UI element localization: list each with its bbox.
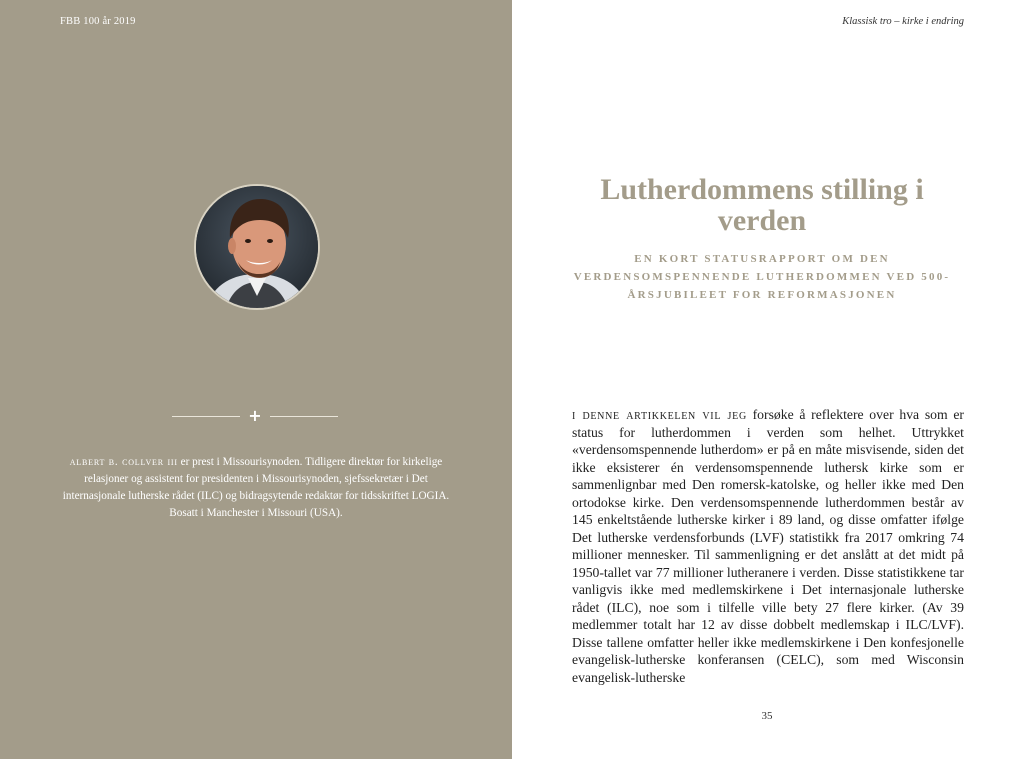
author-bio-text: er prest i Missourisynoden. Tidligere direktør for kirkelige relasjoner og assistent for presidenten i Missourisynoden, sjefssekretær i Det internasjonale lutherske rådet (ILC) og bidragsytende redaktør for tidsskriftet LOGIA. Bosatt i Manchester i Missouri (USA). bbox=[62, 456, 450, 520]
article-body-text: forsøke å reflektere over hva som er status for lutherdommen i verden som helhet. Uttrykket «verdensomspennende lutherdom» er på en måte misvisende, siden det ikke eksisterer én verdensomspennende luthersk kirke som er sammenlignbar med Den romersk-katolske, og heller ikke med Den ortodokse kirke. Den verdensomspennende lutherdommen består av 145 enkeltstående lutherske kirker i 89 land, og disse omfatter ifølge Det lutherske verdensforbunds (LVF) statistikk fra 2017 omkring 74 millioner mennesker. Til sammenligning er det anslått at det midt på 1950-tallet var 77 millioner lutheranere i verden. Disse statistikkene tar vanligvis ikke med medlemskirkene i Det internasjonale lutherske rådet (ILC), noe som i tilfelle ville bety 27 flere kirker. (Av 39 medlemmer totalt har 12 av disse dobbelt medlemskap i ILC/LVF). Disse tallene omfatter heller ikke medlemskirkene i Den konfesjonelle evangelisk-lutherske konferansen (CELC), som med Wisconsin evangelisk-lutherske bbox=[572, 407, 964, 685]
plus-ornament-icon: + bbox=[248, 406, 262, 425]
author-bio bbox=[56, 454, 456, 522]
article-subtitle: EN KORT STATUSRAPPORT OM DEN VERDENSOMSPENNENDE LUTHERDOMMEN VED 500-ÅRSJUBILEET FOR REFORMASJONEN bbox=[573, 253, 951, 301]
author-portrait bbox=[194, 184, 320, 310]
running-head-right: Klassisk tro – kirke i endring bbox=[842, 16, 964, 27]
article-title: Lutherdommens stilling i verden bbox=[600, 173, 924, 237]
divider-line-right bbox=[270, 416, 338, 417]
article-body bbox=[572, 406, 964, 686]
divider-line-left bbox=[172, 416, 240, 417]
page-number: 35 bbox=[761, 710, 773, 722]
portrait-photo-icon bbox=[196, 186, 318, 308]
article-lead-in: i denne artikkelen vil jeg bbox=[572, 407, 747, 422]
section-divider bbox=[172, 406, 338, 426]
running-head-left: FBB 100 år 2019 bbox=[60, 16, 136, 27]
author-name: albert b. collver iii bbox=[69, 456, 178, 469]
